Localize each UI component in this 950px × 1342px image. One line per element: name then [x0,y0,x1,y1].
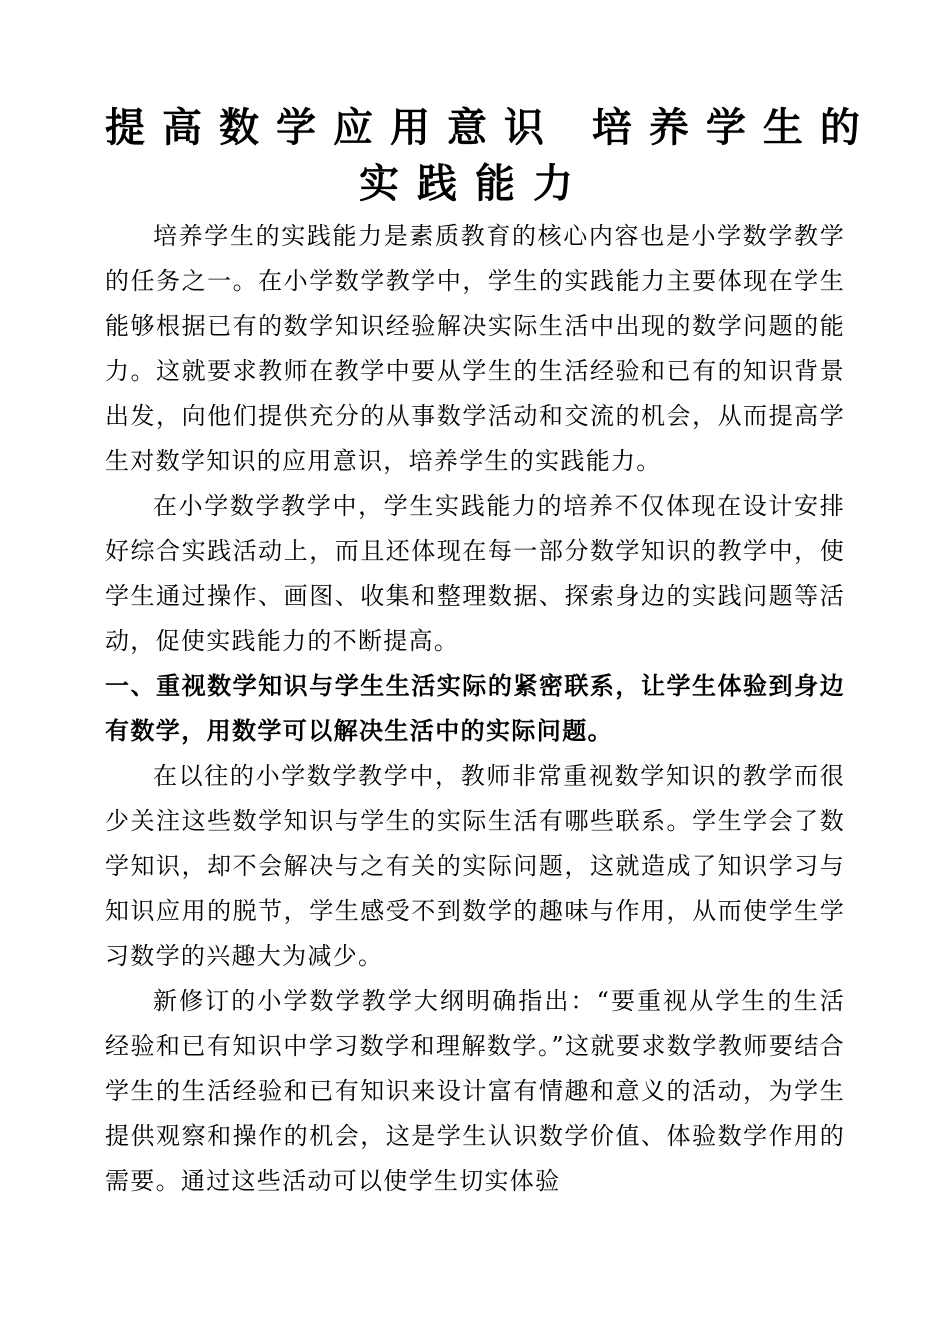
paragraph-practice: 在小学数学教学中，学生实践能力的培养不仅体现在设计安排好综合实践活动上，而且还体现在每一部分数学知识的教学中，使学生通过操作、画图、收集和整理数据、探索身边的实践问题等活动，促使实践能力的不断提高。 [105,492,845,655]
title-line-2: 实践能力 [359,161,591,207]
paragraph-past-teaching: 在以往的小学数学教学中，教师非常重视数学知识的教学而很少关注这些数学知识与学生的实际生活有哪些联系。学生学会了数学知识，却不会解决与之有关的实际问题，这就造成了知识学习与知识应用的脱节，学生感受不到数学的趣味与作用，从而使学生学习数学的兴趣大为减少。 [105,762,845,970]
paragraph-intro: 培养学生的实践能力是素质教育的核心内容也是小学数学教学的任务之一。在小学数学教学中，学生的实践能力主要体现在学生能够根据已有的数学知识经验解决实际生活中出现的数学问题的能力。这就要求教师在教学中要从学生的生活经验和已有的知识背景出发，向他们提供充分的从事数学活动和交流的机会，从而提高学生对数学知识的应用意识，培养学生的实践能力。 [105,222,845,475]
document-title [105,100,877,212]
title-line-1: 提高数学应用意识 培养学生的 [105,105,877,151]
paragraph-syllabus: 新修订的小学数学教学大纲明确指出：“要重视从学生的生活经验和已有知识中学习数学和理解数学。”这就要求数学教师要结合学生的生活经验和已有知识来设计富有情趣和意义的活动，为学生提供观察和操作的机会，这是学生认识数学价值、体验数学作用的需要。通过这些活动可以使学生切实体验 [105,987,845,1195]
document-body [105,214,845,1204]
document-page [105,100,877,1204]
section-heading-1: 一、重视数学知识与学生生活实际的紧密联系，让学生体验到身边有数学，用数学可以解决生活中的实际问题。 [105,672,845,745]
